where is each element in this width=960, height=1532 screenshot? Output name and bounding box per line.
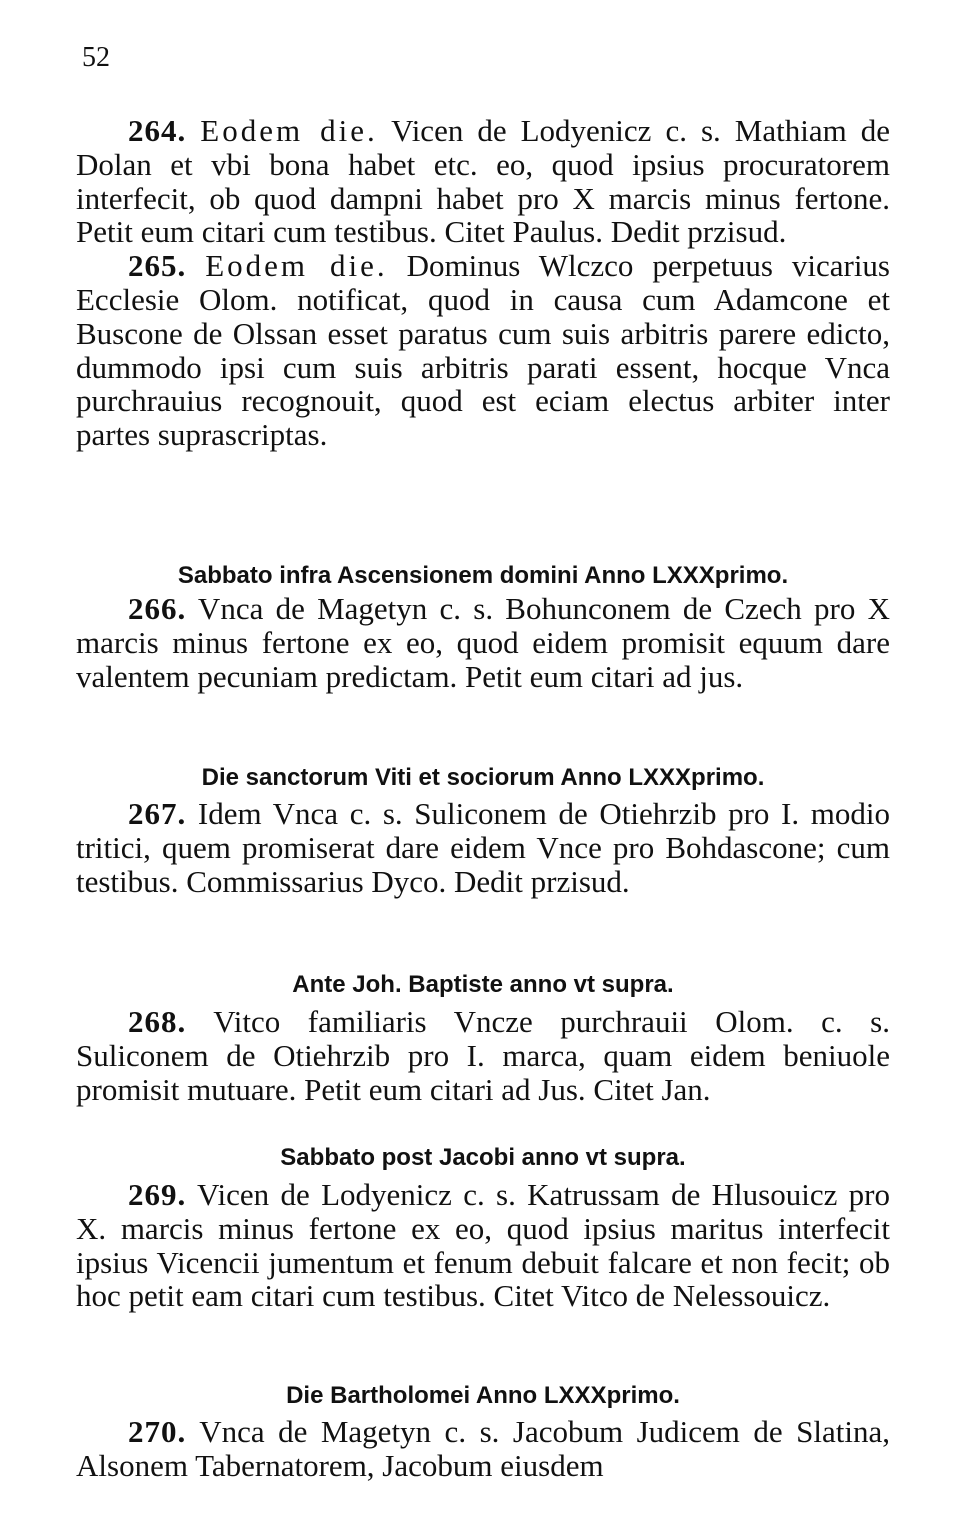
entry-264 xyxy=(76,114,890,249)
entries-267 xyxy=(76,797,890,898)
entry-265 xyxy=(76,249,890,452)
entry-number: 264. xyxy=(128,113,187,148)
entries-264-265 xyxy=(76,114,890,452)
entry-text: Idem Vnca c. s. Suliconem de Otiehrzib pro I. modio tritici, quem promiserat dare eidem Vnce pro Bohdascone; cum testibus. Commissarius Dyco. Dedit przisud. xyxy=(76,796,890,899)
entry-text: Vitco familiaris Vncze purchrauii Olom. c. s. Suliconem de Otiehrzib pro I. marca, quam eidem beniuole promisit mutuare. Petit eum citari ad Jus. Citet Jan. xyxy=(76,1004,890,1107)
entry-number: 270. xyxy=(128,1414,187,1449)
entry-267 xyxy=(76,797,890,898)
entry-text: Vnca de Magetyn c. s. Jacobum Judicem de Slatina, Alsonem Tabernatorem, Jacobum eiusdem xyxy=(76,1414,890,1483)
entry-text: Vnca de Magetyn c. s. Bohunconem de Czech pro X marcis minus fertone ex eo, quod eidem promisit equum dare valentem pecuniam predictam. Petit eum citari ad jus. xyxy=(76,591,890,694)
entry-number: 269. xyxy=(128,1177,187,1212)
section-heading: Die sanctorum Viti et sociorum Anno LXXXprimo. xyxy=(201,764,765,791)
entry-date: Eodem die. xyxy=(200,113,378,148)
entry-text: Vicen de Lodyenicz c. s. Mathiam de Dolan et vbi bona habet etc. eo, quod ipsius procuratorem interfecit, ob quod dampni habet pro X marcis minus fertone. Petit eum citari cum testibus. Citet Paulus. Dedit przisud. xyxy=(76,113,891,250)
entry-text: Dominus Wlczco perpetuus vicarius Ecclesie Olom. notificat, quod in causa cum Adamcone et Buscone de Olssan esset paratus cum suis arbitris parere edicto, dummodo ipsi cum suis arbitris parati essent, hocque Vnca purchrauius recognouit, quod est eciam electus arbiter inter partes suprascriptas. xyxy=(76,248,890,453)
entry-268 xyxy=(76,1005,890,1106)
entry-270 xyxy=(76,1415,890,1483)
entries-268 xyxy=(76,1005,890,1106)
entry-text: Vicen de Lodyenicz c. s. Katrussam de Hlusouicz pro X. marcis minus fertone ex eo, quod ipsius maritus interfecit ipsius Vicencii jumentum et fenum debuit falcare et non fecit; ob hoc petit eam citari cum testibus. Citet Vitco de Nelessouicz. xyxy=(76,1177,890,1314)
entry-date: Eodem die. xyxy=(205,248,388,284)
entry-number: 266. xyxy=(128,591,187,626)
entries-266 xyxy=(76,592,890,693)
entry-269 xyxy=(76,1178,890,1313)
section-heading: Ante Joh. Baptiste anno vt supra. xyxy=(292,971,674,998)
section-heading: Sabbato infra Ascensionem domini Anno LXXXprimo. xyxy=(177,562,789,589)
entry-number: 268. xyxy=(128,1004,187,1039)
entry-266 xyxy=(76,592,890,693)
entry-number: 265. xyxy=(128,248,187,284)
section-heading: Sabbato post Jacobi anno vt supra. xyxy=(280,1144,686,1171)
page-number: 52 xyxy=(82,42,110,73)
entry-number: 267. xyxy=(128,796,187,831)
entries-270 xyxy=(76,1415,890,1483)
entries-269 xyxy=(76,1178,890,1313)
section-heading: Die Bartholomei Anno LXXXprimo. xyxy=(286,1382,680,1409)
